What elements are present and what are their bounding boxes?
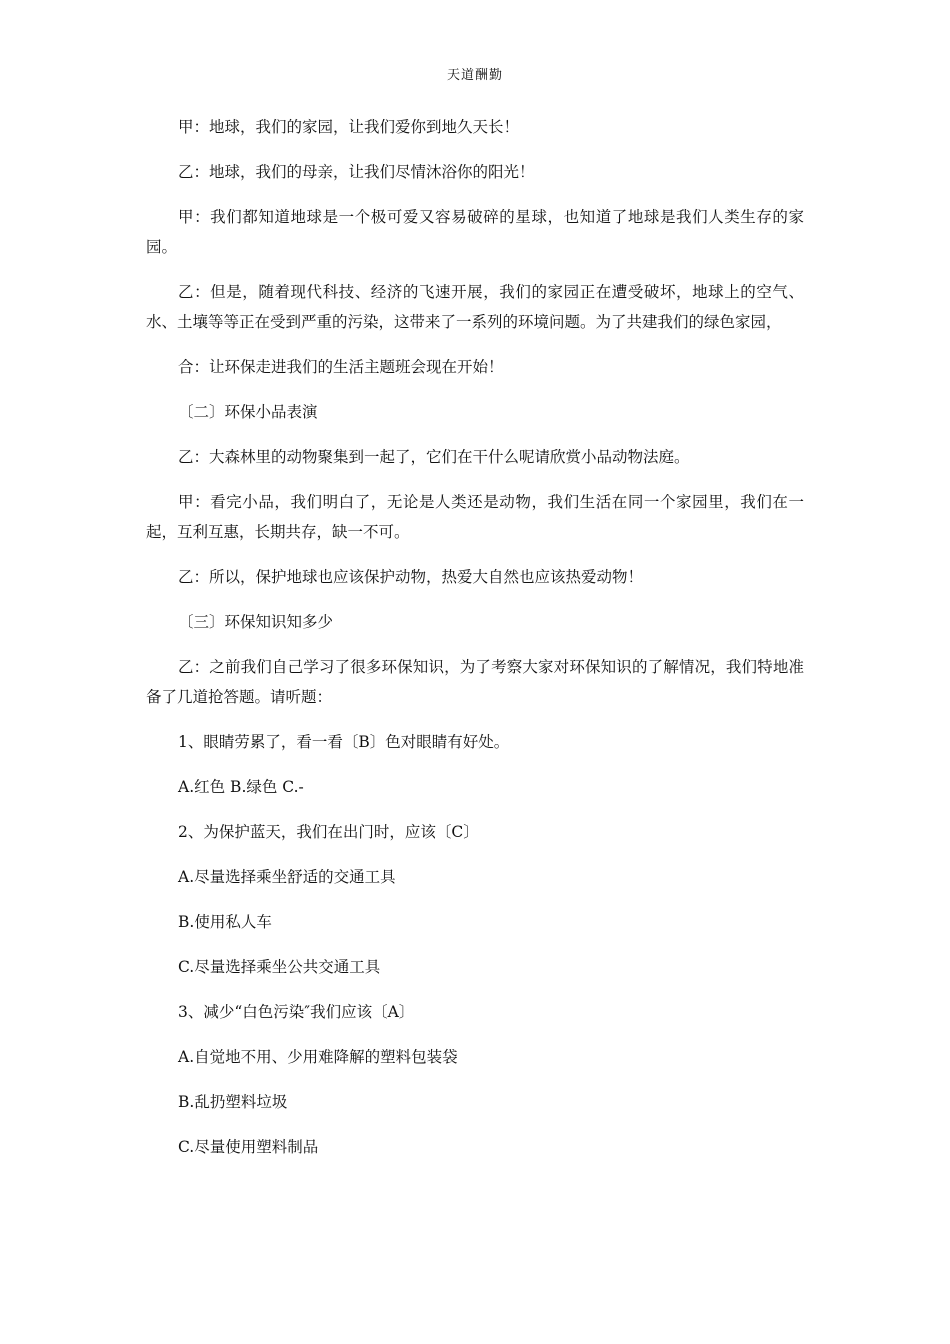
document-body bbox=[146, 112, 804, 1177]
paragraph-9: 乙：之前我们自己学习了很多环保知识，为了考察大家对环保知识的了解情况，我们特地准备了几道抢答题。请听题： bbox=[146, 658, 804, 706]
paragraph-8: 乙：所以，保护地球也应该保护动物，热爱大自然也应该热爱动物！ bbox=[178, 568, 644, 586]
question-3-option-a: A.自觉地不用、少用难降解的塑料包装袋 bbox=[178, 1048, 458, 1066]
question-3: 3、减少“白色污染″我们应该〔A〕 bbox=[178, 1003, 415, 1021]
question-3-option-b: B.乱扔塑料垃圾 bbox=[178, 1093, 288, 1111]
question-2: 2、为保护蓝天，我们在出门时，应该〔C〕 bbox=[178, 823, 479, 841]
paragraph-6: 乙：大森林里的动物聚集到一起了，它们在干什么呢请欣赏小品动物法庭。 bbox=[178, 448, 690, 466]
paragraph-1: 甲：地球，我们的家园，让我们爱你到地久天长！ bbox=[178, 118, 520, 136]
question-2-option-a: A.尽量选择乘坐舒适的交通工具 bbox=[178, 868, 396, 886]
paragraph-3: 甲：我们都知道地球是一个极可爱又容易破碎的星球，也知道了地球是我们人类生存的家园。 bbox=[146, 208, 804, 256]
question-2-option-b: B.使用私人车 bbox=[178, 913, 272, 931]
question-1-options: A.红色 B.绿色 C.- bbox=[178, 778, 304, 796]
section-heading-3: 〔三〕环保知识知多少 bbox=[178, 613, 334, 631]
question-3-option-c: C.尽量使用塑料制品 bbox=[178, 1138, 319, 1156]
section-heading-2: 〔二〕环保小品表演 bbox=[178, 403, 318, 421]
question-2-option-c: C.尽量选择乘坐公共交通工具 bbox=[178, 958, 381, 976]
paragraph-4: 乙：但是，随着现代科技、经济的飞速开展，我们的家园正在遭受破坏，地球上的空气、水、土壤等等正在受到严重的污染，这带来了一系列的环境问题。为了共建我们的绿色家园， bbox=[146, 283, 804, 331]
question-1: 1、眼睛劳累了，看一看〔B〕色对眼睛有好处。 bbox=[178, 733, 510, 751]
paragraph-2: 乙：地球，我们的母亲，让我们尽情沐浴你的阳光！ bbox=[178, 163, 535, 181]
paragraph-5: 合：让环保走进我们的生活主题班会现在开始！ bbox=[178, 358, 504, 376]
paragraph-7: 甲：看完小品，我们明白了，无论是人类还是动物，我们生活在同一个家园里，我们在一起，互利互惠，长期共存，缺一不可。 bbox=[146, 493, 804, 541]
page-header: 天道酬勤 bbox=[446, 68, 503, 83]
